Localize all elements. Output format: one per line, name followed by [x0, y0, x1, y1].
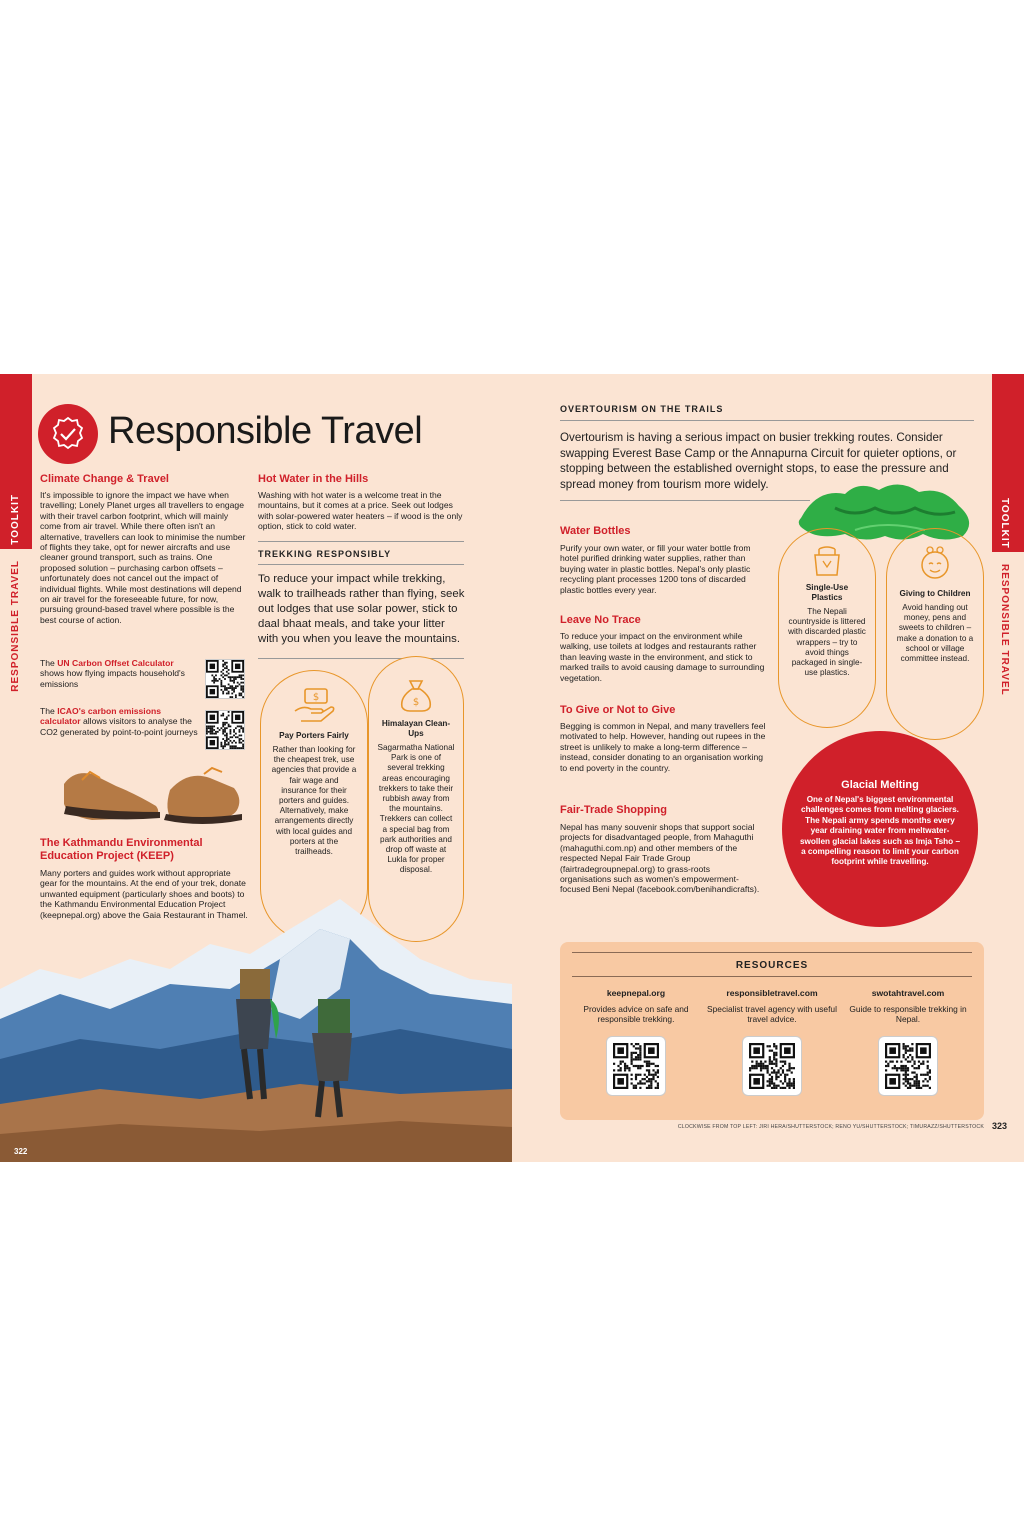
resource-item — [568, 988, 704, 1025]
responsible-badge-icon — [38, 404, 98, 464]
give-heading: To Give or Not to Give — [560, 704, 676, 716]
resource-link[interactable]: swotahtravel.com — [871, 988, 945, 998]
leave-no-trace-heading: Leave No Trace — [560, 614, 641, 626]
un-pre: The — [40, 658, 58, 668]
child-face-icon — [917, 545, 953, 581]
hot-water-heading: Hot Water in the Hills — [258, 473, 369, 485]
climate-body: It's impossible to ignore the impact we have when travelling; Lonely Planet urges all travellers to engage with their travel carbon footprint, which will mainly come from air travel. While there often isn't an alternative, travellers can look to minimise the number of flights they take, opt for newer aircrafts and use cleaner ground transport, such as trains. One proposed solution – purchasing carbon offsets –unfortunately does not cancel out the impact of individual flights. While most destinations will depend on air travel for the foreseeable future, for now, pursuing ground-based travel where possible is the best course of action. — [40, 490, 246, 625]
svg-text:$: $ — [412, 697, 420, 708]
resources-heading: RESOURCES — [735, 960, 809, 971]
resource-link[interactable]: keepnepal.org — [606, 988, 666, 998]
right-tab-label: TOOLKIT — [999, 498, 1010, 549]
resource-desc: Guide to responsible trekking in Nepal. — [849, 1004, 967, 1025]
icao-post: allows visitors to analyse the CO2 generated by point-to-point journeys — [40, 716, 198, 737]
un-post: shows how flying impacts household's emissions — [40, 668, 185, 689]
trekking-body: To reduce your impact while trekking, walk to trailheads rather than flying, seek out lodges that use solar power, stick to daal bhaat meals, and take your litter with you when you leave the mountains. — [258, 573, 465, 645]
resource-desc: Specialist travel agency with useful travel advice. — [707, 1004, 837, 1025]
give-body: Begging is common in Nepal, and many travellers feel motivated to help. However, handing out rupees in the street is unlikely to make a long-term difference – instead, consider donating to an organisation working to end poverty in the country. — [560, 721, 766, 773]
hot-water-body: Washing with hot water is a welcome treat in the mountains, but it comes at a price. Seek out lodges with solar-powered water heaters – if wood is the only option, stick to cold water. — [258, 490, 463, 532]
climate-heading: Climate Change & Travel — [40, 473, 169, 485]
water-bottles-body: Purify your own water, or fill your water bottle from hotel purified drinking water supplies, rather than buying water in plastic bottles. Nepal's only plastic recycling plant processes 1200 tons of discarded plastic bottles every year. — [560, 543, 751, 595]
divider — [572, 976, 972, 977]
single-use-plastics-title: Single-Use Plastics — [805, 583, 849, 602]
divider — [572, 952, 972, 953]
pay-porters-body: Rather than looking for the cheapest trek, use agencies that provide a fair wage and insurance for their porters and guides. Alternatively, make arrangements directly with local guides and porters at the trailheads. — [271, 745, 357, 857]
water-bottles-heading: Water Bottles — [560, 525, 631, 537]
right-section-label: RESPONSIBLE TRAVEL — [999, 564, 1010, 696]
giving-to-children-body: Avoid handing out money, pens and sweets to children – make a donation to a school or village committee instead. — [896, 603, 974, 664]
divider — [560, 420, 974, 421]
left-section-label: RESPONSIBLE TRAVEL — [10, 560, 21, 692]
page-title: Responsible Travel — [108, 410, 423, 452]
trekking-heading: TREKKING RESPONSIBLY — [258, 549, 392, 559]
resource-link[interactable]: responsibletravel.com — [726, 988, 818, 998]
photo-credits: CLOCKWISE FROM TOP LEFT: JIRI HERA/SHUTTERSTOCK; RENO YU/SHUTTERSTOCK; TIMURAZZ/SHUTTERSTOCK — [677, 1124, 984, 1130]
left-tab-label: TOOLKIT — [10, 494, 21, 545]
keepnepal-qr-icon[interactable] — [606, 1036, 666, 1096]
money-bag-icon — [396, 673, 436, 713]
icao-calculator-link[interactable]: ICAO's carbon emissions calculator — [40, 706, 161, 727]
icao-pre: The — [40, 706, 58, 716]
resources-box — [560, 942, 984, 1120]
un-calculator-link[interactable]: UN Carbon Offset Calculator — [57, 658, 174, 668]
overtourism-heading: OVERTOURISM ON THE TRAILS — [560, 404, 724, 414]
glacial-melting-circle — [782, 731, 978, 927]
icao-calculator-text — [40, 706, 200, 737]
un-calculator-qr-icon[interactable] — [205, 659, 245, 699]
glacial-body: One of Nepal's biggest environmental challenges comes from melting glaciers. The Nepali army spends months every year draining water from meltwater-swollen glacial lakes such as Imja Tsho – a compelling reason to limit your carbon footprint while travelling. — [799, 795, 961, 867]
responsibletravel-qr-icon[interactable] — [742, 1036, 802, 1096]
clean-ups-body: Sagarmatha National Park is one of several trekking areas encouraging trekkers to take their rubbish away from the mountains. Trekkers can collect a special bag from park authorities and drop off waste at Lukla for proper disposal. — [377, 743, 455, 875]
un-calculator-text — [40, 658, 198, 689]
divider — [258, 564, 464, 565]
glacial-heading: Glacial Melting — [841, 779, 919, 791]
keep-body: Many porters and guides work without appropriate gear for the mountains. At the end of your trek, donate unwanted equipment (particularly shoes and boots) to the Kathmandu Environmental Education Project (keepnepal.org) above the Gaia Restaurant in Thamel. — [40, 868, 248, 920]
swotahtravel-qr-icon[interactable] — [878, 1036, 938, 1096]
left-page-number: 322 — [14, 1147, 28, 1156]
fair-trade-body: Nepal has many souvenir shops that support social projects for disadvantaged people, from Mahaguthi (mahaguthi.com.np) and other members of the respected Nepal Fair Trade Group (fairtradegroupnepal.org) to grass-roots organisations such as women's empowerment-focused Beni Nepal (facebook.com/benihandicrafts). — [560, 822, 760, 895]
fair-trade-heading: Fair-Trade Shopping — [560, 804, 667, 816]
pay-porters-title: Pay Porters Fairly — [279, 731, 349, 740]
right-page-number: 323 — [992, 1121, 1008, 1131]
hiking-shoes-image — [58, 754, 248, 834]
clean-ups-title: Himalayan Clean-Ups — [381, 719, 451, 738]
resource-desc: Provides advice on safe and responsible trekking. — [583, 1004, 689, 1025]
resource-item — [840, 988, 976, 1025]
icao-calculator-qr-icon[interactable] — [205, 710, 245, 750]
hand-money-icon — [291, 685, 337, 725]
plastic-bag-icon — [810, 543, 844, 577]
mountain-porters-photo — [0, 899, 512, 1162]
single-use-plastics-card — [778, 528, 876, 728]
leave-no-trace-body: To reduce your impact on the environment while walking, use toilets at lodges and restaurants rather than leaving waste in the environment, and stick to marked trails to avoid causing damage to surrounding vegetation. — [560, 631, 765, 683]
book-spread — [0, 374, 1024, 1162]
giving-to-children-card — [886, 528, 984, 740]
divider — [258, 541, 464, 542]
divider — [560, 500, 810, 501]
overtourism-body: Overtourism is having a serious impact on busier trekking routes. Consider swapping Everest Base Camp or the Annapurna Circuit for quieter options, or stopping between the established overnight stops, to ease the pressure and spread money from tourism more widely. — [560, 431, 957, 491]
single-use-plastics-body: The Nepali countryside is littered with discarded plastic wrappers – try to avoid things packaged in single-use plastics. — [788, 607, 866, 678]
svg-text:$: $ — [312, 692, 320, 703]
keep-heading: The Kathmandu Environmental Education Project (KEEP) — [40, 837, 203, 862]
giving-to-children-title: Giving to Children — [899, 589, 971, 598]
resource-item — [704, 988, 840, 1025]
